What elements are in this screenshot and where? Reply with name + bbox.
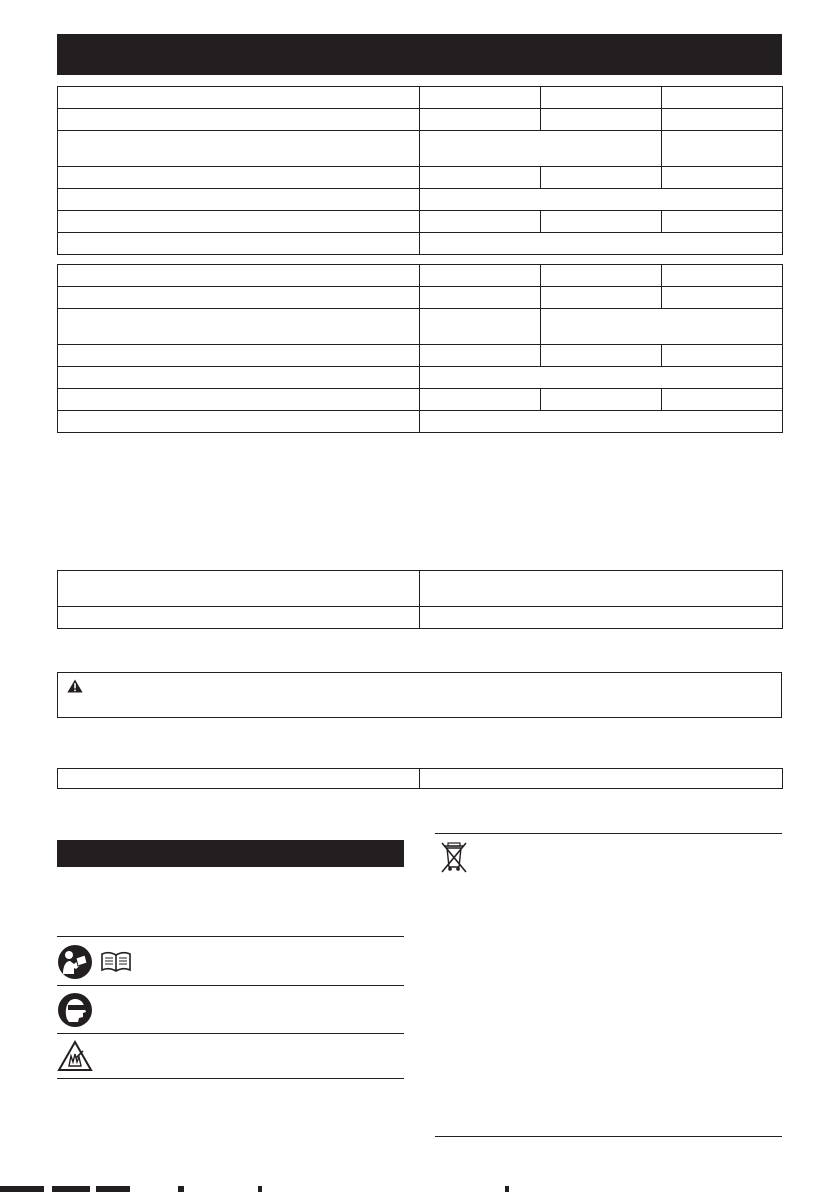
specification-header-bar bbox=[57, 34, 782, 75]
table-cell bbox=[58, 769, 420, 789]
table-row bbox=[58, 571, 783, 607]
table-cell bbox=[420, 571, 783, 607]
table-cell bbox=[58, 109, 420, 131]
table-cell bbox=[420, 131, 662, 167]
warning-triangle-icon bbox=[67, 679, 83, 693]
table-row bbox=[58, 131, 783, 167]
table-cell bbox=[58, 411, 420, 433]
table-cell bbox=[420, 389, 541, 411]
table-row bbox=[58, 389, 783, 411]
table-row bbox=[58, 189, 783, 211]
crossed-out-bin-icon bbox=[440, 841, 468, 873]
table-row bbox=[58, 265, 783, 287]
table-cell bbox=[420, 607, 783, 629]
table-cell bbox=[58, 131, 420, 167]
table-cell bbox=[58, 345, 420, 367]
specification-table-a bbox=[57, 86, 783, 255]
table-cell bbox=[420, 345, 541, 367]
table-row bbox=[58, 87, 783, 109]
table-cell bbox=[58, 607, 420, 629]
table-cell bbox=[662, 345, 783, 367]
table-row bbox=[58, 233, 783, 255]
table-cell bbox=[541, 109, 662, 131]
table-cell bbox=[420, 411, 783, 433]
table-cell bbox=[58, 571, 420, 607]
table-cell bbox=[58, 87, 420, 109]
divider bbox=[57, 936, 404, 937]
symbols-header-bar bbox=[57, 840, 404, 867]
table-cell bbox=[420, 211, 541, 233]
table-cell bbox=[662, 389, 783, 411]
table-cell bbox=[541, 345, 662, 367]
table-cell bbox=[662, 167, 783, 189]
table-cell bbox=[541, 167, 662, 189]
table-cell bbox=[420, 265, 541, 287]
table-row bbox=[58, 411, 783, 433]
table-cell bbox=[662, 287, 783, 309]
table-cell bbox=[662, 265, 783, 287]
table-cell bbox=[541, 309, 783, 345]
table-cell bbox=[662, 211, 783, 233]
specification-table-b bbox=[57, 264, 783, 433]
table-cell bbox=[58, 167, 420, 189]
table-cell bbox=[420, 233, 783, 255]
table-cell bbox=[58, 367, 420, 389]
table-row bbox=[58, 367, 783, 389]
table-cell bbox=[58, 189, 420, 211]
table-cell bbox=[662, 131, 783, 167]
eye-protection-icon bbox=[57, 992, 93, 1028]
divider bbox=[57, 985, 404, 986]
divider bbox=[57, 1078, 404, 1079]
warning-box bbox=[57, 672, 782, 718]
table-cell bbox=[420, 309, 541, 345]
table-row bbox=[58, 109, 783, 131]
table-row bbox=[58, 287, 783, 309]
manual-book-icon bbox=[100, 951, 132, 973]
hand-cut-caution-icon bbox=[57, 1040, 93, 1072]
table-row bbox=[58, 607, 783, 629]
table-cell bbox=[420, 769, 783, 789]
table-cell bbox=[541, 87, 662, 109]
table-cell bbox=[420, 109, 541, 131]
table-cell bbox=[541, 265, 662, 287]
table-cell bbox=[58, 287, 420, 309]
table-cell bbox=[58, 211, 420, 233]
read-manual-person-icon bbox=[57, 944, 93, 980]
table-cell bbox=[662, 87, 783, 109]
table-row bbox=[58, 167, 783, 189]
table-cell bbox=[420, 287, 541, 309]
table-cell bbox=[58, 389, 420, 411]
table-row bbox=[58, 769, 783, 789]
table-row bbox=[58, 211, 783, 233]
table-cell bbox=[58, 309, 420, 345]
table-cell bbox=[58, 265, 420, 287]
table-cell bbox=[58, 233, 420, 255]
table-cell bbox=[541, 211, 662, 233]
table-cell bbox=[420, 87, 541, 109]
table-cell bbox=[420, 167, 541, 189]
table-cell bbox=[541, 389, 662, 411]
table-row bbox=[58, 345, 783, 367]
divider bbox=[435, 833, 782, 834]
table-row bbox=[58, 309, 783, 345]
page-footer-strip bbox=[0, 1186, 840, 1192]
table-cell bbox=[420, 189, 783, 211]
divider bbox=[435, 1136, 782, 1137]
table-cell bbox=[541, 287, 662, 309]
table-cell bbox=[420, 367, 783, 389]
table-cell bbox=[662, 109, 783, 131]
measurement-table bbox=[57, 570, 783, 629]
divider bbox=[57, 1033, 404, 1034]
vibration-table bbox=[57, 768, 783, 789]
